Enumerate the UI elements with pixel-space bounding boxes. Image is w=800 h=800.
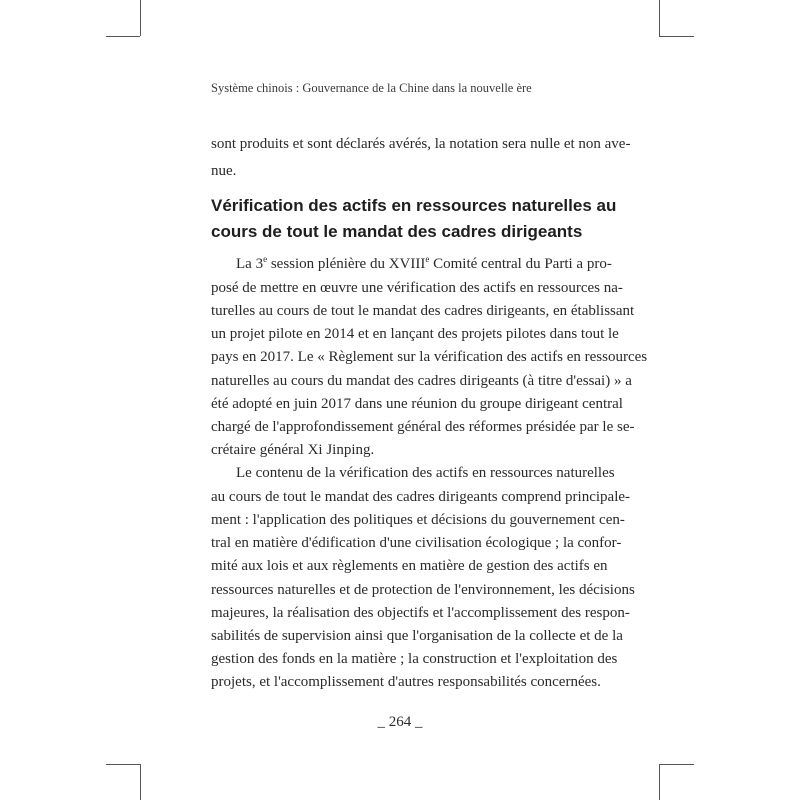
- body-line: ressources naturelles et de protection de l'environnement, les décisions: [211, 582, 635, 598]
- body-line: au cours de tout le mandat des cadres dirigeants comprend principale-: [211, 489, 631, 505]
- body-line: gestion des fonds en la matière ; la construction et l'exploitation des: [211, 651, 618, 667]
- running-head: Système chinois : Gouvernance de la Chine dans la nouvelle ère: [211, 81, 532, 95]
- body-line: sabilités de supervision ainsi que l'organisation de la collecte et de la: [211, 628, 623, 644]
- heading-line: cours de tout le mandat des cadres dirigeants: [211, 222, 583, 241]
- body-line: chargé de l'approfondissement général des réformes présidée par le se-: [211, 419, 635, 435]
- body-line: turelles au cours de tout le mandat des cadres dirigeants, en établissant: [211, 303, 635, 319]
- body-line: pays en 2017. Le « Règlement sur la vérification des actifs en ressources: [211, 349, 648, 365]
- body-line: tral en matière d'édification d'une civilisation écologique ; la confor-: [211, 535, 622, 551]
- heading-line: Vérification des actifs en ressources naturelles au: [211, 196, 617, 215]
- body-line: crétaire général Xi Jinping.: [211, 442, 375, 458]
- page-number: _ 264 _: [377, 714, 423, 730]
- body-line: Le contenu de la vérification des actifs en ressources naturelles: [236, 465, 615, 481]
- body-line: mité aux lois et aux règlements en matière de gestion des actifs en: [211, 558, 608, 574]
- body-line: sont produits et sont déclarés avérés, la notation sera nulle et non ave-: [211, 136, 631, 152]
- body-line: un projet pilote en 2014 et en lançant des projets pilotes dans tout le: [211, 326, 619, 342]
- body-line: majeures, la réalisation des objectifs et l'accomplissement des respon-: [211, 605, 630, 621]
- body-line: naturelles au cours du mandat des cadres dirigeants (à titre d'essai) » a: [211, 373, 632, 389]
- body-line: été adopté en juin 2017 dans une réunion du groupe dirigeant central: [211, 396, 623, 412]
- body-line: projets, et l'accomplissement d'autres responsabilités concernées.: [211, 674, 601, 690]
- body-line: nue.: [211, 163, 237, 179]
- body-line: posé de mettre en œuvre une vérification des actifs en ressources na-: [211, 280, 623, 296]
- body-line: ment : l'application des politiques et décisions du gouvernement cen-: [211, 512, 625, 528]
- body-line: La 3e session plénière du XVIIIe Comité central du Parti a pro-: [236, 254, 612, 272]
